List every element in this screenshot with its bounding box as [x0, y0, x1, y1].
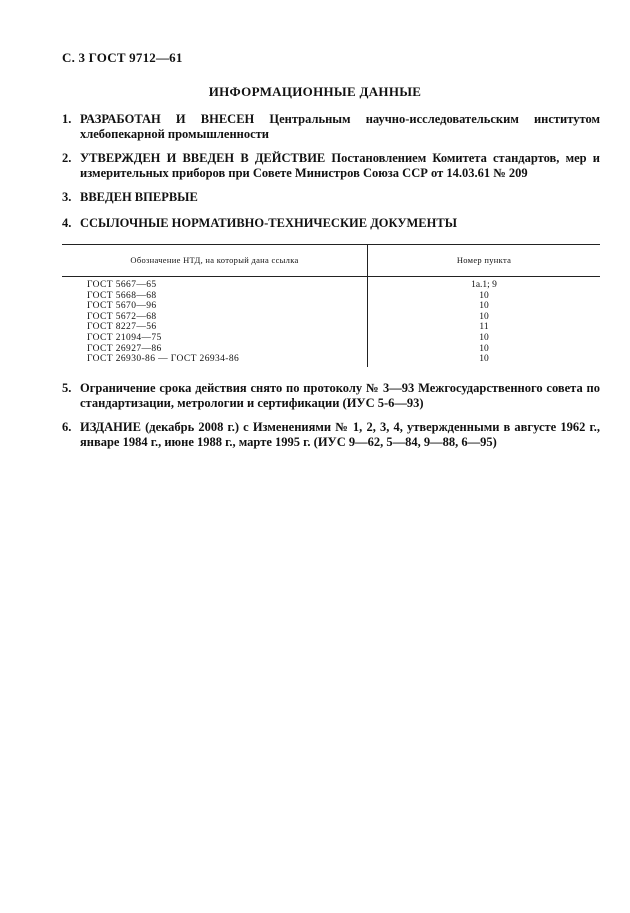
clause-cell: 10	[479, 311, 489, 322]
item-text: ССЫЛОЧНЫЕ НОРМАТИВНО-ТЕХНИЧЕСКИЕ ДОКУМЕНТЫ	[80, 216, 457, 230]
reference-documents-table	[62, 244, 600, 367]
info-item-4	[62, 216, 600, 231]
item-text: ВВЕДЕН ВПЕРВЫЕ	[80, 190, 198, 204]
ntd-cell: ГОСТ 5668—68	[62, 291, 368, 302]
info-item-2	[62, 151, 600, 181]
item-number: 5.	[62, 381, 72, 395]
table-row	[62, 277, 600, 291]
table-row	[62, 344, 600, 355]
table-row	[62, 322, 600, 333]
info-item-3	[62, 190, 600, 205]
ntd-cell: ГОСТ 8227—56	[62, 322, 368, 333]
clause-cell: 10	[479, 290, 489, 301]
table-row	[62, 354, 600, 367]
info-item-6	[62, 420, 600, 450]
item-text: ИЗДАНИЕ (декабрь 2008 г.) с Изменениями № 1, 2, 3, 4, утвержденными в августе 1962 г., январе 1984 г., июне 1988 г., марте 1995 г. (ИУС 9—62, 5—84, 9—88, 6—95)	[80, 420, 600, 449]
item-number: 4.	[62, 216, 72, 230]
item-text: РАЗРАБОТАН И ВНЕСЕН Центральным научно-исследовательским институтом хлебопекарной промышленности	[80, 112, 600, 141]
ntd-cell: ГОСТ 21094—75	[62, 333, 368, 344]
item-number: 1.	[62, 112, 72, 126]
item-text: УТВЕРЖДЕН И ВВЕДЕН В ДЕЙСТВИЕ Постановлением Комитета стандартов, мер и измерительных приборов при Совете Министров Союза ССР от 14.03.61 № 209	[80, 151, 600, 180]
clause-cell: 11	[479, 322, 489, 333]
column-header-ntd: Обозначение НТД, на который дана ссылка	[62, 245, 368, 277]
table-header-row	[62, 245, 600, 277]
table-row	[62, 312, 600, 323]
table-row	[62, 301, 600, 312]
table-row	[62, 291, 600, 302]
clause-cell: 10	[479, 354, 489, 365]
clause-cell: 10	[479, 332, 489, 343]
item-number: 2.	[62, 151, 72, 165]
page-header: С. 3 ГОСТ 9712—61	[62, 50, 183, 65]
document-title: ИНФОРМАЦИОННЫЕ ДАННЫЕ	[208, 84, 422, 99]
item-number: 3.	[62, 190, 72, 204]
ntd-cell: ГОСТ 5670—96	[62, 301, 368, 312]
table-row	[62, 333, 600, 344]
column-header-clause: Номер пункта	[368, 245, 601, 277]
clause-cell: 1а.1; 9	[471, 280, 497, 290]
ntd-cell: ГОСТ 5672—68	[62, 312, 368, 323]
ntd-cell: ГОСТ 5667—65	[62, 277, 368, 291]
item-text: Ограничение срока действия снято по протоколу № 3—93 Межгосударственного совета по стандартизации, метрологии и сертификации (ИУС 5-6—93)	[80, 381, 600, 410]
info-item-1	[62, 112, 600, 142]
item-number: 6.	[62, 420, 72, 434]
clause-cell: 10	[479, 301, 489, 312]
clause-cell: 10	[479, 343, 489, 354]
ntd-cell: ГОСТ 26930-86 — ГОСТ 26934-86	[62, 354, 368, 367]
ntd-cell: ГОСТ 26927—86	[62, 344, 368, 355]
info-item-5	[62, 381, 600, 411]
